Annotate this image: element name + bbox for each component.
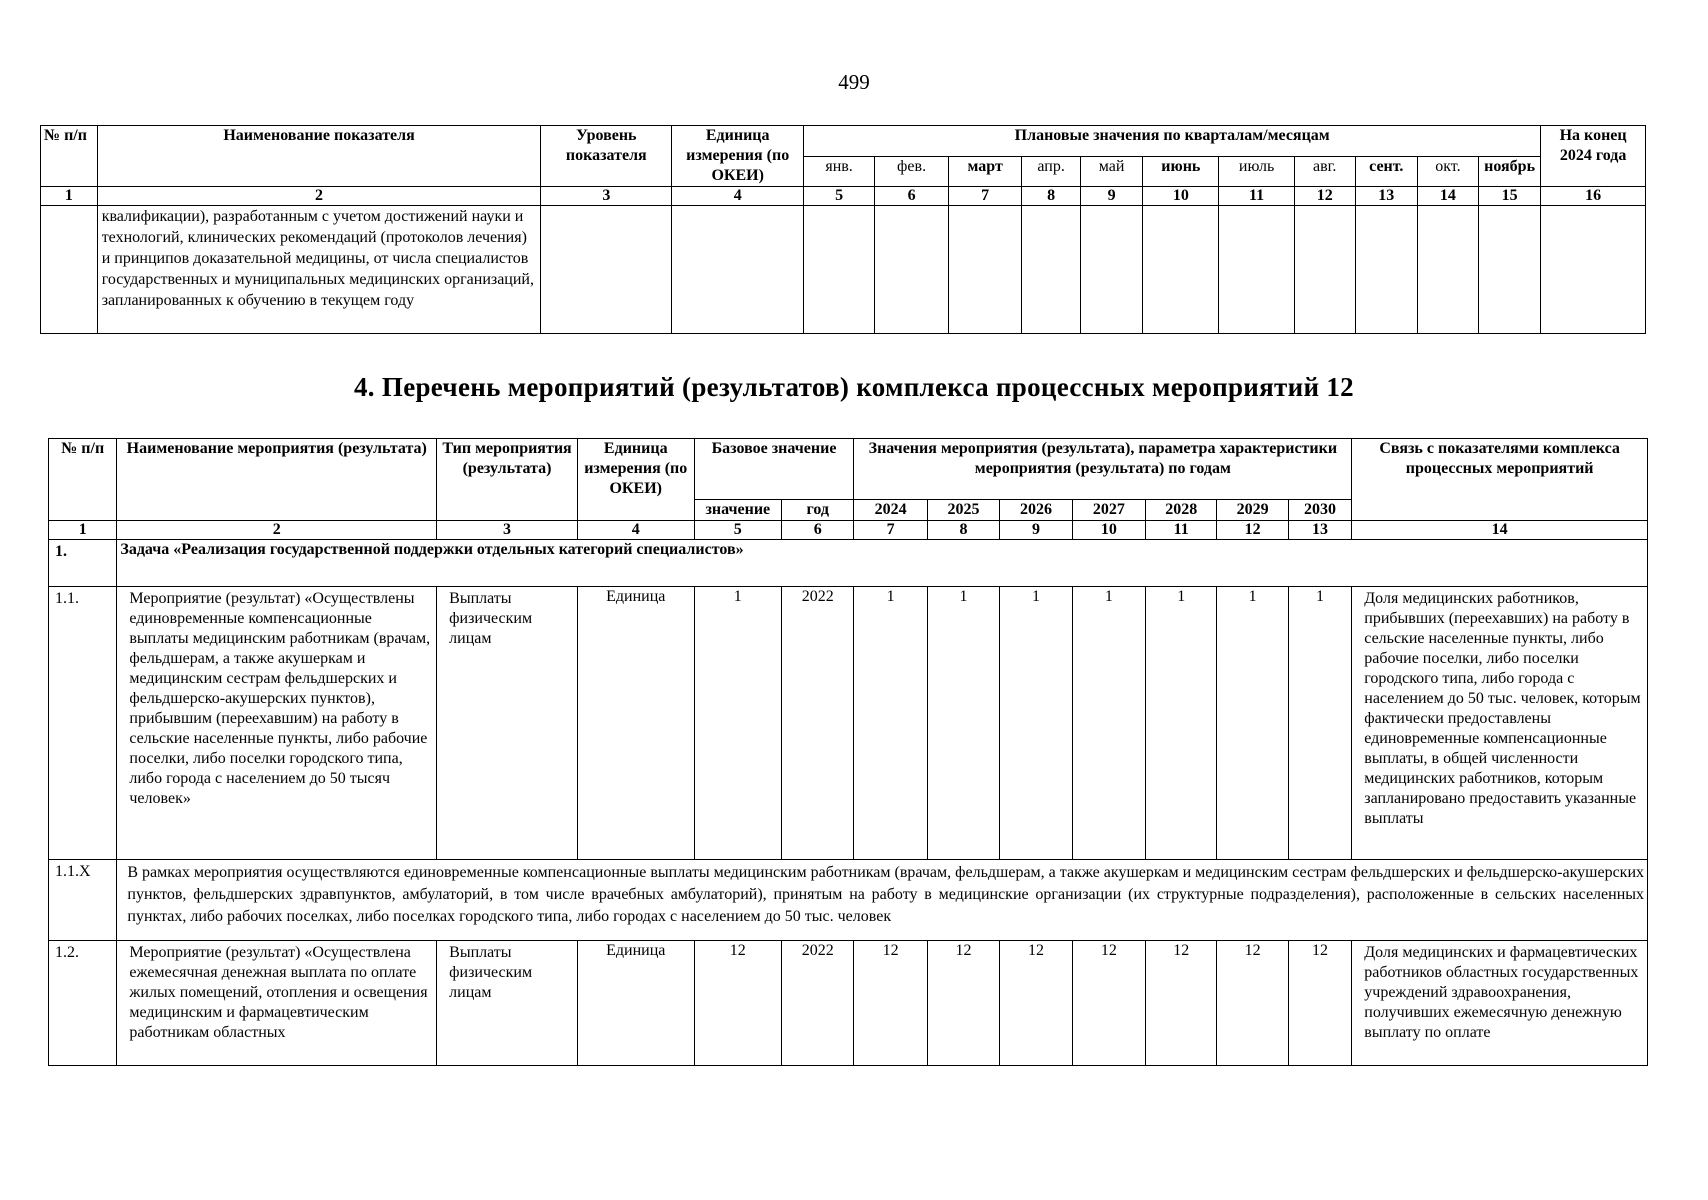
column-number: 2 bbox=[117, 521, 437, 540]
year-value: 12 bbox=[1217, 941, 1288, 1066]
column-number: 4 bbox=[672, 187, 804, 206]
year-header: 2028 bbox=[1146, 500, 1217, 521]
activity-name: Мероприятие (результат) «Осуществлена ежемесячная денежная выплата по оплате жилых помещений, отопления и освещения медицинским и фармацевтическим работникам областных bbox=[117, 941, 437, 1066]
year-value: 1 bbox=[1288, 587, 1351, 860]
header-base-value: значение bbox=[694, 500, 781, 521]
empty-cell bbox=[41, 206, 98, 334]
column-number: 12 bbox=[1217, 521, 1288, 540]
year-header: 2026 bbox=[1000, 500, 1072, 521]
base-year: 2022 bbox=[782, 941, 854, 1066]
column-number: 1 bbox=[49, 521, 117, 540]
column-number: 14 bbox=[1352, 521, 1648, 540]
column-number: 8 bbox=[927, 521, 999, 540]
page-number: 499 bbox=[838, 70, 870, 94]
empty-cell bbox=[1081, 206, 1143, 334]
column-number: 12 bbox=[1294, 187, 1355, 206]
indicator-link: Доля медицинских работников, прибывших (переехавших) на работу в сельские населенные пункты, либо рабочие поселки, либо поселки городского типа, либо города с населением до 50 тыс. человек, которым фактически предоставлены единовременные компенсационные выплаты, в общей численности медицинских работников, которым запланировано предоставить указанные выплаты bbox=[1352, 587, 1648, 860]
table-row bbox=[49, 587, 1648, 860]
month-header: март bbox=[949, 156, 1022, 187]
detail-number: 1.1.X bbox=[49, 860, 117, 941]
detail-text: В рамках мероприятия осуществляются единовременные компенсационные выплаты медицинским работникам (врачам, фельдшерам, а также акушеркам и медицинским сестрам фельдшерских и фельдшерско-акушерских пунктов, фельдшерских здравпунктов, амбулаторий, в том числе врачебных амбулаторий), принятым на работу в медицинские организации (их структурные подразделения), расположенные в сельских населенных пунктах, либо рабочих поселках, либо поселках городского типа, либо городах с населением до 50 тыс. человек bbox=[117, 860, 1648, 941]
indicators-table bbox=[40, 125, 1646, 334]
row-number: 1.2. bbox=[49, 941, 117, 1066]
task-row bbox=[49, 540, 1648, 587]
year-header: 2024 bbox=[854, 500, 927, 521]
year-value: 12 bbox=[1288, 941, 1351, 1066]
empty-cell bbox=[1417, 206, 1478, 334]
column-number: 7 bbox=[854, 521, 927, 540]
header-end: На конец 2024 года bbox=[1541, 126, 1646, 187]
header-base-year: год bbox=[782, 500, 854, 521]
month-header: май bbox=[1081, 156, 1143, 187]
month-header: окт. bbox=[1417, 156, 1478, 187]
empty-cell bbox=[672, 206, 804, 334]
month-header: ноябрь bbox=[1478, 156, 1540, 187]
column-number: 8 bbox=[1022, 187, 1081, 206]
year-value: 12 bbox=[1072, 941, 1145, 1066]
year-value: 1 bbox=[927, 587, 999, 860]
section-title: 4. Перечень мероприятий (результатов) комплекса процессных мероприятий 12 bbox=[354, 372, 1354, 402]
column-number: 13 bbox=[1355, 187, 1417, 206]
header-num: № п/п bbox=[49, 439, 117, 521]
column-number: 4 bbox=[577, 521, 694, 540]
indicator-link: Доля медицинских и фармацевтических работников областных государственных учреждений здравоохранения, получивших ежемесячную денежную выплату по оплате bbox=[1352, 941, 1648, 1066]
year-header: 2025 bbox=[927, 500, 999, 521]
column-number: 5 bbox=[804, 187, 875, 206]
month-header: сент. bbox=[1355, 156, 1417, 187]
header-unit: Единица измерения (по ОКЕИ) bbox=[577, 439, 694, 521]
column-numbers-row bbox=[41, 187, 1646, 206]
activity-type: Выплаты физическим лицам bbox=[437, 587, 578, 860]
column-number: 9 bbox=[1000, 521, 1072, 540]
table-row bbox=[49, 941, 1648, 1066]
column-number: 10 bbox=[1143, 187, 1219, 206]
empty-cell bbox=[1355, 206, 1417, 334]
header-values: Значения мероприятия (результата), параметра характеристики мероприятия (результата) по годам bbox=[854, 439, 1352, 500]
empty-cell bbox=[949, 206, 1022, 334]
empty-cell bbox=[1022, 206, 1081, 334]
column-number: 11 bbox=[1146, 521, 1217, 540]
empty-cell bbox=[1219, 206, 1294, 334]
column-number: 10 bbox=[1072, 521, 1145, 540]
column-number: 11 bbox=[1219, 187, 1294, 206]
header-name: Наименование мероприятия (результата) bbox=[117, 439, 437, 521]
table-row bbox=[41, 206, 1646, 334]
header-base: Базовое значение bbox=[694, 439, 854, 500]
task-title: Задача «Реализация государственной поддержки отдельных категорий специалистов» bbox=[117, 540, 1648, 587]
header-level: Уровень показателя bbox=[541, 126, 672, 187]
header-num: № п/п bbox=[41, 126, 98, 187]
base-value: 1 bbox=[694, 587, 781, 860]
month-header: июль bbox=[1219, 156, 1294, 187]
header-planned: Плановые значения по кварталам/месяцам bbox=[804, 126, 1541, 157]
year-value: 12 bbox=[854, 941, 927, 1066]
column-numbers-row bbox=[49, 521, 1648, 540]
task-number: 1. bbox=[49, 540, 117, 587]
header-unit: Единица измерения (по ОКЕИ) bbox=[672, 126, 804, 187]
month-header: апр. bbox=[1022, 156, 1081, 187]
activity-unit: Единица bbox=[577, 941, 694, 1066]
activity-name: Мероприятие (результат) «Осуществлены единовременные компенсационные выплаты медицинским работникам (врачам, фельдшерам, а также акушеркам и медицинским сестрам фельдшерских и фельдшерско-акушерских пунктов), прибывшим (переехавшим) на работу в сельские населенные пункты, либо рабочие поселки, либо поселки городского типа, либо города с населением до 50 тысяч человек» bbox=[117, 587, 437, 860]
empty-cell bbox=[1541, 206, 1646, 334]
column-number: 1 bbox=[41, 187, 98, 206]
header-link: Связь с показателями комплекса процессных мероприятий bbox=[1352, 439, 1648, 521]
column-number: 5 bbox=[694, 521, 781, 540]
table-row-detail bbox=[49, 860, 1648, 941]
column-number: 6 bbox=[782, 521, 854, 540]
month-header: июнь bbox=[1143, 156, 1219, 187]
month-header: фев. bbox=[875, 156, 949, 187]
year-value: 1 bbox=[1072, 587, 1145, 860]
column-number: 14 bbox=[1417, 187, 1478, 206]
column-number: 15 bbox=[1478, 187, 1540, 206]
header-row bbox=[41, 126, 1646, 157]
column-number: 3 bbox=[437, 521, 578, 540]
year-value: 1 bbox=[1217, 587, 1288, 860]
indicator-name-continuation: квалификации), разработанным с учетом достижений науки и технологий, клинических рекомендаций (протоколов лечения) и принципов доказательной медицины, от числа специалистов государственных и муниципальных медицинских организаций, запланированных к обучению в текущем году bbox=[97, 206, 541, 334]
year-value: 12 bbox=[927, 941, 999, 1066]
column-number: 6 bbox=[875, 187, 949, 206]
year-value: 12 bbox=[1000, 941, 1072, 1066]
base-year: 2022 bbox=[782, 587, 854, 860]
column-number: 16 bbox=[1541, 187, 1646, 206]
year-header: 2029 bbox=[1217, 500, 1288, 521]
year-value: 1 bbox=[1000, 587, 1072, 860]
column-number: 9 bbox=[1081, 187, 1143, 206]
activities-table bbox=[48, 438, 1648, 1066]
empty-cell bbox=[1478, 206, 1540, 334]
empty-cell bbox=[804, 206, 875, 334]
header-row bbox=[49, 439, 1648, 500]
empty-cell bbox=[875, 206, 949, 334]
year-header: 2027 bbox=[1072, 500, 1145, 521]
base-value: 12 bbox=[694, 941, 781, 1066]
row-number: 1.1. bbox=[49, 587, 117, 860]
column-number: 2 bbox=[97, 187, 541, 206]
column-number: 3 bbox=[541, 187, 672, 206]
year-value: 12 bbox=[1146, 941, 1217, 1066]
header-type: Тип мероприятия (результата) bbox=[437, 439, 578, 521]
year-header: 2030 bbox=[1288, 500, 1351, 521]
empty-cell bbox=[541, 206, 672, 334]
month-header: янв. bbox=[804, 156, 875, 187]
activity-type: Выплаты физическим лицам bbox=[437, 941, 578, 1066]
activity-unit: Единица bbox=[577, 587, 694, 860]
year-value: 1 bbox=[1146, 587, 1217, 860]
month-header: авг. bbox=[1294, 156, 1355, 187]
header-name: Наименование показателя bbox=[97, 126, 541, 187]
column-number: 7 bbox=[949, 187, 1022, 206]
empty-cell bbox=[1294, 206, 1355, 334]
column-number: 13 bbox=[1288, 521, 1351, 540]
empty-cell bbox=[1143, 206, 1219, 334]
year-value: 1 bbox=[854, 587, 927, 860]
